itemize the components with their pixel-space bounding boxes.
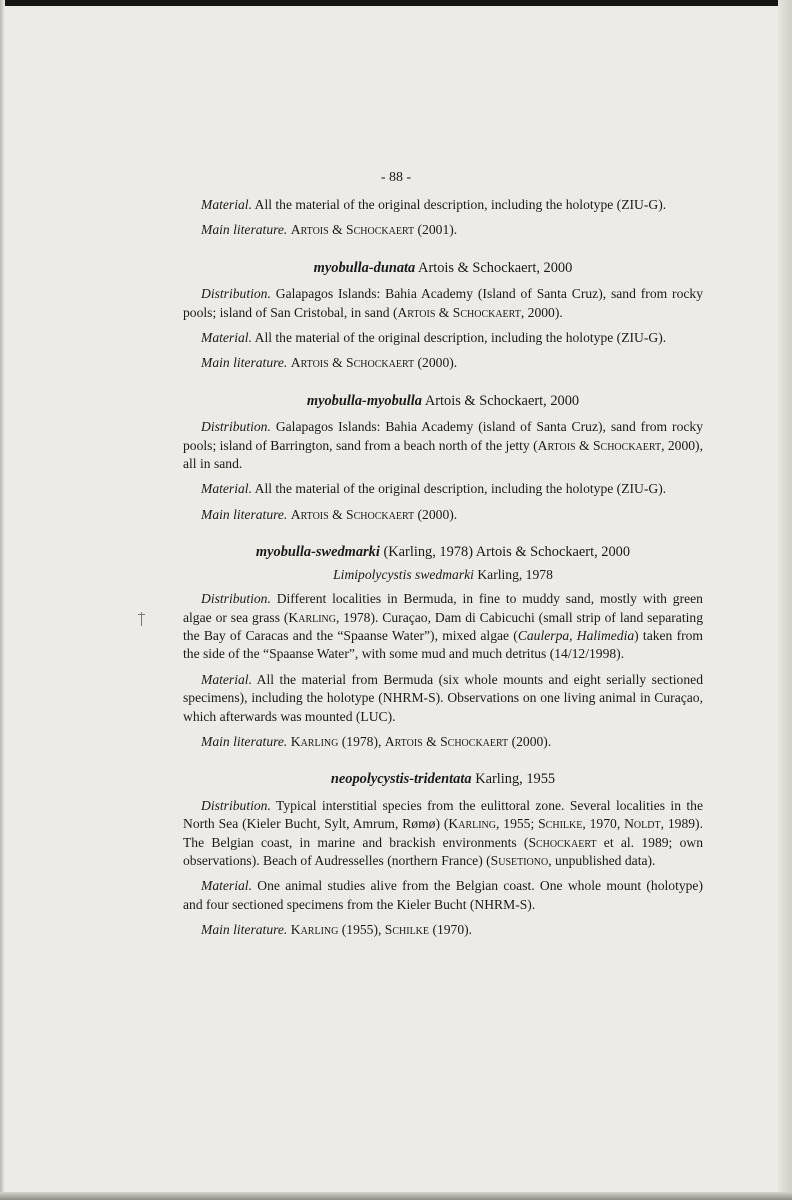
literature-label: Main literature. <box>201 922 288 938</box>
distribution-text: Different localities in Bermuda, in fine to muddy sand, mostly with green algae or sea grass ( <box>183 591 703 625</box>
material-text: All the material from Bermuda (six whole mounts and eight serially sectioned specimens), including the holotype (NHRM-S). Observations on one living animal in Curaçao, which afterwards was mounted (LUC). <box>183 671 703 724</box>
page-content <box>183 196 703 947</box>
literature-author: Artois & Schockaert <box>290 222 415 238</box>
species-material <box>183 877 703 914</box>
literature-label: Main literature. <box>201 222 288 238</box>
species-authority: Artois & Schockaert, 2000 <box>424 392 580 409</box>
literature-author: Artois & Schockaert <box>384 733 509 749</box>
distribution-text: ) taken from the side of the “Spaanse Water”, with some mud and much detritus (14/12/1998). <box>183 627 703 662</box>
distribution-author: Karling <box>448 816 496 832</box>
literature-author: Karling <box>290 922 339 938</box>
distribution-author: Noldt <box>624 816 661 832</box>
literature-year: (2000). <box>417 355 458 371</box>
material-label: Material. <box>201 878 252 894</box>
intro-literature <box>183 221 703 239</box>
distribution-text: , 1989). The Belgian coast, in marine and brackish environments ( <box>183 816 703 850</box>
species-name: neopolycystis-tridentata <box>330 771 472 788</box>
distribution-author: Susetiono <box>490 852 549 868</box>
species-material <box>183 480 703 498</box>
distribution-text: , 1978). Curaçao, Dam di Cabicuchi (small strip of land separating the Bay of Caracas and the “Spaanse Water”), mixed algae ( <box>183 609 703 643</box>
literature-year: (2000). <box>417 506 458 522</box>
species-synonym <box>183 566 703 584</box>
species-material <box>183 671 703 726</box>
literature-author: Artois & Schockaert <box>290 506 415 522</box>
species-heading <box>183 259 703 277</box>
literature-year: (2000). <box>511 733 552 749</box>
material-label: Material. <box>201 197 252 212</box>
species-name: myobulla-myobulla <box>306 392 423 409</box>
material-text: All the material of the original description, including the holotype (ZIU-G). <box>254 197 667 212</box>
literature-author: Artois & Schockaert <box>290 355 415 371</box>
distribution-text: et al. 1989; own observations). Beach of Audresselles (northern France) ( <box>183 834 703 868</box>
distribution-label: Distribution. <box>201 591 271 607</box>
literature-year: (1970). <box>432 922 473 938</box>
distribution-label: Distribution. <box>201 797 271 813</box>
distribution-text: , 1970, <box>582 816 625 832</box>
species-distribution <box>183 797 703 871</box>
species-authority: Karling, 1955 <box>475 771 556 788</box>
material-text: All the material of the original description, including the holotype (ZIU-G). <box>254 330 667 346</box>
distribution-text: Typical interstitial species from the eulittoral zone. Several localities in the North Sea (Kieler Bucht, Sylt, Amrum, Rømø) ( <box>183 797 703 832</box>
synonym-authority: Karling, 1978 <box>477 566 553 582</box>
species-material <box>183 329 703 347</box>
species-heading <box>183 543 703 561</box>
distribution-label: Distribution. <box>201 419 271 435</box>
intro-material <box>183 196 703 214</box>
page-bottom-edge <box>0 1192 792 1200</box>
literature-label: Main literature. <box>201 506 288 522</box>
species-heading <box>183 392 703 410</box>
distribution-label: Distribution. <box>201 286 271 302</box>
page-number: - 88 - <box>380 170 412 185</box>
distribution-text: Galapagos Islands: Bahia Academy (island of Santa Cruz), sand from rocky pools; island of Barrington, sand from a beach north of the jetty ( <box>183 419 703 453</box>
species-literature <box>183 506 703 524</box>
literature-year: (2001). <box>417 222 458 238</box>
distribution-text: , 2000). <box>520 304 563 320</box>
distribution-text: , unpublished data). <box>548 852 656 868</box>
literature-year: (1978), <box>341 733 382 749</box>
distribution-text: Galapagos Islands: Bahia Academy (Island of Santa Cruz), sand from rocky pools; island of San Cristobal, in sand ( <box>183 286 703 320</box>
literature-label: Main literature. <box>201 733 288 749</box>
species-authority: Artois & Schockaert, 2000 <box>418 259 573 276</box>
material-label: Material. <box>201 671 252 687</box>
distribution-author: Artois & Schockaert <box>397 304 521 320</box>
distribution-author: Schockaert <box>528 834 597 850</box>
material-label: Material. <box>201 330 252 346</box>
species-literature <box>183 354 703 372</box>
material-text: All the material of the original description, including the holotype (ZIU-G). <box>254 481 667 497</box>
species-distribution <box>183 418 703 473</box>
species-literature <box>183 733 703 751</box>
distribution-author: Artois & Schockaert <box>537 437 662 453</box>
literature-label: Main literature. <box>201 355 288 371</box>
distribution-author: Karling <box>288 609 336 625</box>
synonym-name: Limipolycystis swedmarki <box>333 566 474 582</box>
species-literature <box>183 921 703 939</box>
distribution-text: , 1955; <box>496 816 539 832</box>
page-top-edge <box>0 0 792 6</box>
species-name: myobulla-dunata <box>313 259 416 276</box>
margin-pencil-mark <box>141 612 142 626</box>
species-distribution <box>183 285 703 322</box>
species-heading <box>183 770 703 788</box>
literature-year: (1955), <box>341 922 382 938</box>
literature-author: Schilke <box>384 922 430 938</box>
distribution-text: , 2000), all in sand. <box>183 437 703 472</box>
distribution-author: Schilke <box>538 816 583 832</box>
species-name: myobulla-swedmarki <box>255 544 380 561</box>
material-label: Material. <box>201 481 252 497</box>
species-distribution <box>183 590 703 664</box>
material-text: One animal studies alive from the Belgian coast. One whole mount (holotype) and four sectioned specimens from the Kieler Bucht (NHRM-S). <box>183 878 703 912</box>
distribution-genus: Caulerpa, Halimedia <box>517 627 635 643</box>
species-authority: (Karling, 1978) Artois & Schockaert, 2000 <box>383 544 631 561</box>
literature-author: Karling <box>290 733 339 749</box>
